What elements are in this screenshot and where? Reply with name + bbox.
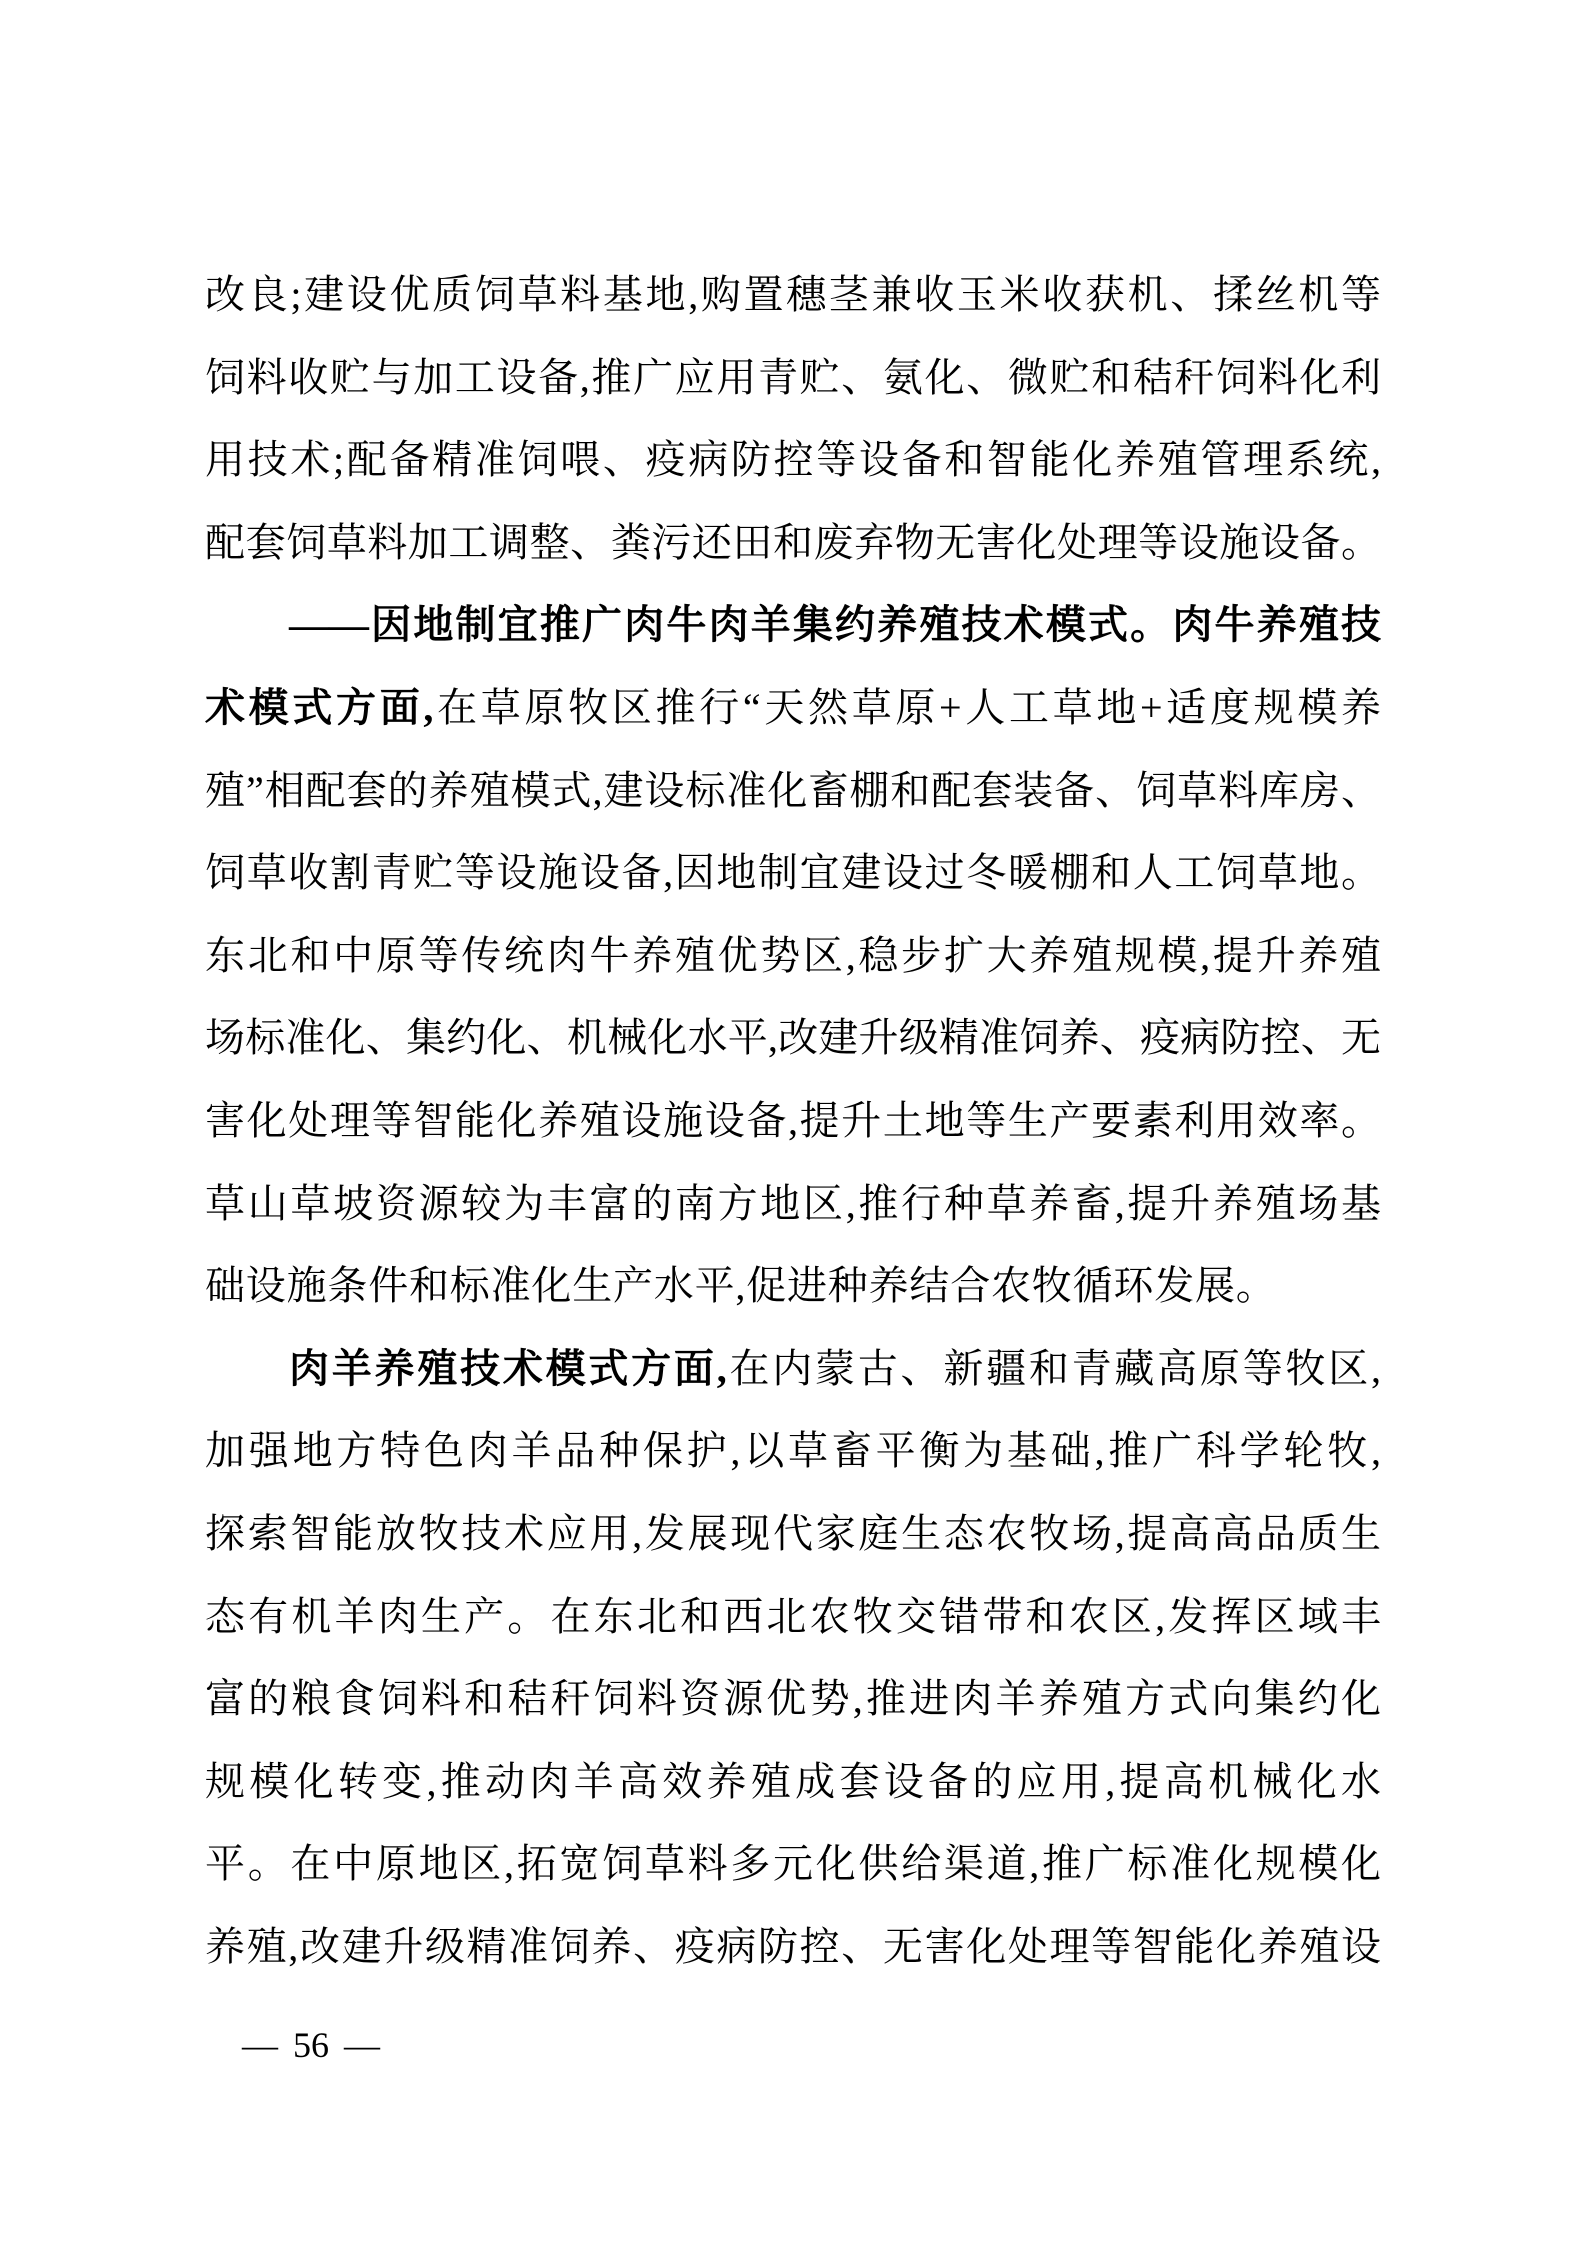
text-run: 饲草收割青贮等设施设备,因地制宜建设过冬暖棚和人工饲草地。 xyxy=(205,850,1381,896)
text-run: 养殖,改建升级精准饲养、疫病防控、无害化处理等智能化养殖设 xyxy=(205,1923,1381,1969)
bold-run: ——因地制宜推广肉牛肉羊集约养殖技术模式。肉牛养殖技 xyxy=(289,602,1381,648)
text-line xyxy=(205,337,1381,420)
text-line-paragraph-end xyxy=(205,1245,1381,1328)
text-run: 场标准化、集约化、机械化水平,改建升级精准饲养、疫病防控、无 xyxy=(205,1015,1381,1061)
text-run: 探索智能放牧技术应用,发展现代家庭生态农牧场,提高高品质生 xyxy=(205,1510,1381,1556)
text-line xyxy=(205,502,1381,585)
text-run: 在草原牧区推行“天然草原+人工草地+适度规模养 xyxy=(433,684,1381,730)
text-run: 殖”相配套的养殖模式,建设标准化畜棚和配套装备、饲草料库房、 xyxy=(205,767,1381,813)
text-line-paragraph-heading xyxy=(205,584,1381,667)
text-line xyxy=(205,254,1381,337)
text-line xyxy=(205,667,1381,750)
text-run: 饲料收贮与加工设备,推广应用青贮、氨化、微贮和秸秆饲料化利 xyxy=(205,354,1381,400)
bold-run: 术模式方面, xyxy=(205,684,434,730)
text-line xyxy=(205,832,1381,915)
text-line xyxy=(205,997,1381,1080)
text-line xyxy=(205,1080,1381,1163)
page-number: — 56 — xyxy=(242,2025,380,2065)
text-line xyxy=(205,419,1381,502)
text-line xyxy=(205,1410,1381,1493)
text-line xyxy=(205,1741,1381,1824)
text-run: 态有机羊肉生产。在东北和西北农牧交错带和农区,发挥区域丰 xyxy=(205,1593,1381,1639)
text-line xyxy=(205,750,1381,833)
text-line xyxy=(205,1658,1381,1741)
text-run: 东北和中原等传统肉牛养殖优势区,稳步扩大养殖规模,提升养殖 xyxy=(205,932,1381,978)
text-run: 加强地方特色肉羊品种保护,以草畜平衡为基础,推广科学轮牧, xyxy=(205,1428,1381,1474)
text-run: 平。在中原地区,拓宽饲草料多元化供给渠道,推广标准化规模化 xyxy=(205,1841,1381,1887)
text-line xyxy=(205,1576,1381,1659)
text-line xyxy=(205,1493,1381,1576)
text-run: 在内蒙古、新疆和青藏高原等牧区, xyxy=(726,1345,1381,1391)
text-run: 规模化转变,推动肉羊高效养殖成套设备的应用,提高机械化水 xyxy=(205,1758,1381,1804)
text-run: 用技术;配备精准饲喂、疫病防控等设备和智能化养殖管理系统, xyxy=(205,437,1381,483)
text-line xyxy=(205,915,1381,998)
text-run: 害化处理等智能化养殖设施设备,提升土地等生产要素利用效率。 xyxy=(205,1097,1381,1143)
text-line xyxy=(205,1163,1381,1246)
text-run: 草山草坡资源较为丰富的南方地区,推行种草养畜,提升养殖场基 xyxy=(205,1180,1381,1226)
text-run: 配套饲草料加工调整、粪污还田和废弃物无害化处理等设施设备。 xyxy=(205,519,1381,565)
document-body xyxy=(205,254,1381,1988)
text-run: 改良;建设优质饲草料基地,购置穗茎兼收玉米收获机、揉丝机等 xyxy=(205,272,1381,317)
text-line xyxy=(205,1906,1381,1989)
text-run: 础设施条件和标准化生产水平,促进种养结合农牧循环发展。 xyxy=(205,1263,1277,1309)
bold-run: 肉羊养殖技术模式方面, xyxy=(289,1345,727,1391)
text-line-paragraph-heading xyxy=(205,1328,1381,1411)
text-line xyxy=(205,1823,1381,1906)
text-run: 富的粮食饲料和秸秆饲料资源优势,推进肉羊养殖方式向集约化 xyxy=(205,1676,1381,1722)
